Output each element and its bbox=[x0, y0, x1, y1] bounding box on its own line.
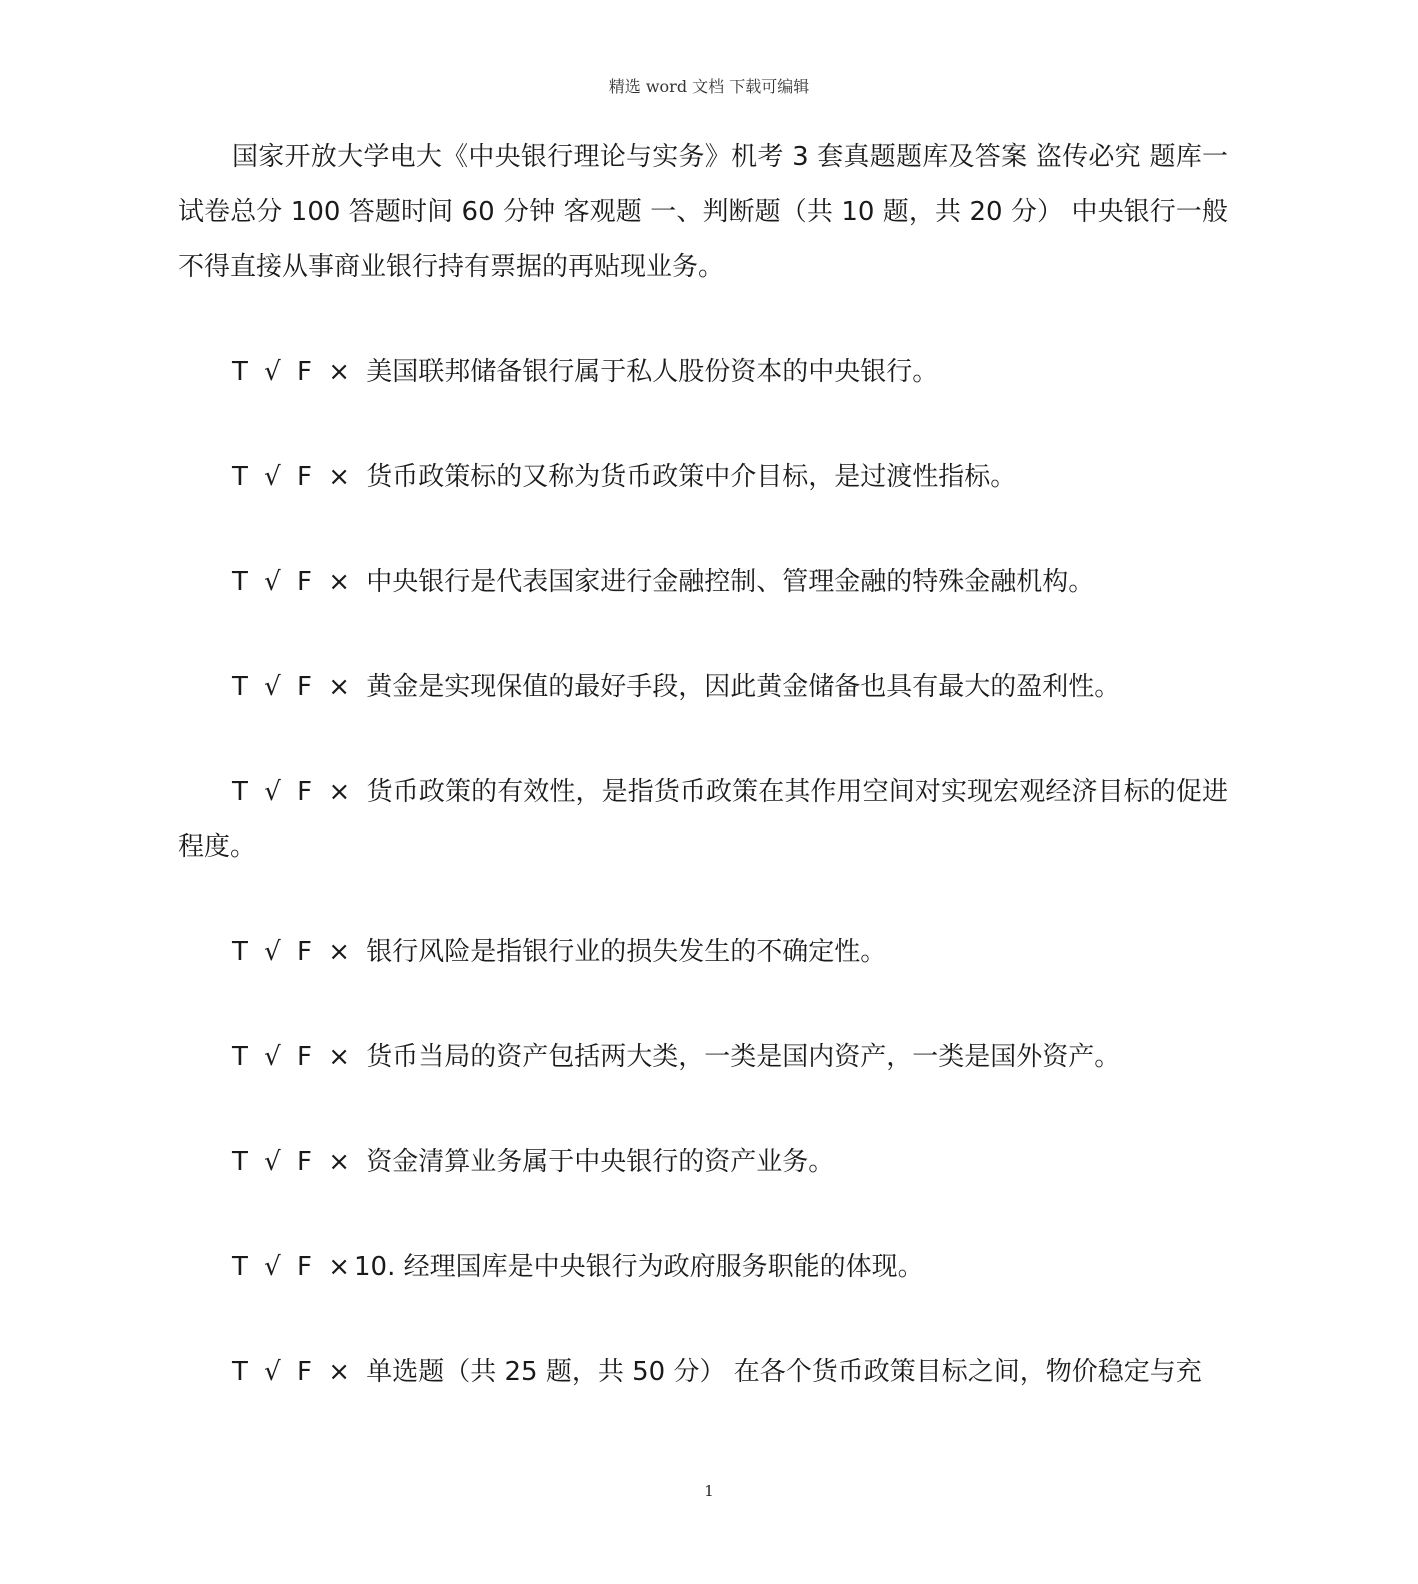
question-item bbox=[178, 925, 1228, 980]
question-text: 黄金是实现保值的最好手段，因此黄金储备也具有最大的盈利性。 bbox=[366, 672, 1121, 702]
page-header: 精选 word 文档 下载可编辑 bbox=[608, 77, 810, 96]
question-text: 货币当局的资产包括两大类，一类是国内资产，一类是国外资产。 bbox=[366, 1042, 1121, 1072]
question-item bbox=[178, 450, 1228, 505]
page-number: 1 bbox=[704, 1482, 714, 1500]
question-item bbox=[178, 765, 1228, 875]
document-body bbox=[178, 130, 1228, 1400]
question-item bbox=[178, 1345, 1228, 1400]
question-text: 单选题（共 25 题，共 50 分） 在各个货币政策目标之间，物价稳定与充 bbox=[366, 1357, 1202, 1387]
question-item bbox=[178, 660, 1228, 715]
question-item bbox=[178, 1240, 1228, 1295]
true-false-options: T √ F × bbox=[232, 357, 367, 387]
true-false-options: T √ F × bbox=[232, 1042, 367, 1072]
question-item bbox=[178, 555, 1228, 610]
true-false-options: T √ F × bbox=[232, 1252, 354, 1282]
true-false-options: T √ F × bbox=[232, 567, 367, 597]
true-false-options: T √ F × bbox=[232, 1357, 367, 1387]
question-item bbox=[178, 1030, 1228, 1085]
question-text: 中央银行是代表国家进行金融控制、管理金融的特殊金融机构。 bbox=[366, 567, 1095, 597]
true-false-options: T √ F × bbox=[232, 1147, 367, 1177]
question-text: 资金清算业务属于中央银行的资产业务。 bbox=[366, 1147, 835, 1177]
question-text: 10. 经理国库是中央银行为政府服务职能的体现。 bbox=[353, 1252, 924, 1282]
question-item bbox=[178, 345, 1228, 400]
intro-paragraph: 国家开放大学电大《中央银行理论与实务》机考 3 套真题题库及答案 盗传必究 题库一 试卷总分 100 答题时间 60 分钟 客观题 一、判断题（共 10 题，共 20 分） 中央银行一般不得直接从事商业银行持有票据的再贴现业务。 bbox=[178, 142, 1228, 282]
true-false-options: T √ F × bbox=[232, 672, 367, 702]
true-false-options: T √ F × bbox=[232, 777, 367, 807]
question-item bbox=[178, 1135, 1228, 1190]
question-text: 货币政策标的又称为货币政策中介目标，是过渡性指标。 bbox=[366, 462, 1017, 492]
true-false-options: T √ F × bbox=[232, 462, 367, 492]
question-text: 美国联邦储备银行属于私人股份资本的中央银行。 bbox=[366, 357, 939, 387]
question-text: 银行风险是指银行业的损失发生的不确定性。 bbox=[366, 937, 887, 967]
question-text: 货币政策的有效性，是指货币政策在其作用空间对实现宏观经济目标的促进程度。 bbox=[178, 777, 1228, 862]
true-false-options: T √ F × bbox=[232, 937, 367, 967]
